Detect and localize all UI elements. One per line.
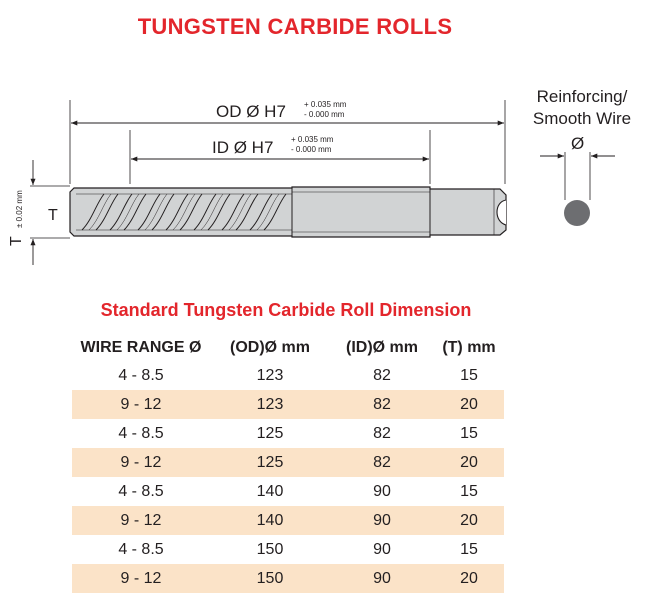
table-row — [72, 448, 504, 477]
cell-od: 125 — [210, 448, 330, 477]
cell-thickness: 15 — [460, 482, 478, 500]
cell-wire-range: 9 - 12 — [72, 564, 210, 593]
id-tolerance-minus: - 0.000 mm — [291, 145, 332, 154]
header-wire-range: WIRE RANGE Ø — [80, 339, 202, 356]
cell-od: 150 — [210, 564, 330, 593]
table-row — [72, 477, 504, 506]
od-label: OD Ø H7 — [216, 102, 286, 121]
wire-cross-section — [564, 200, 590, 226]
cell-thickness: 15 — [460, 366, 478, 384]
header-thickness: (T) mm — [442, 339, 496, 356]
cell-od: 125 — [256, 424, 284, 442]
cell-od: 140 — [210, 506, 330, 535]
table-header-row — [72, 335, 504, 361]
cell-id: 82 — [330, 448, 434, 477]
table-row — [72, 506, 504, 535]
cell-od: 140 — [256, 482, 284, 500]
cell-od: 123 — [256, 366, 284, 384]
cell-id: 82 — [373, 424, 391, 442]
header-id: (ID)Ø mm — [346, 339, 418, 356]
cell-od: 150 — [256, 540, 284, 558]
t-inner-label: T — [48, 207, 58, 224]
wire-label-line-2: Smooth Wire — [532, 109, 632, 128]
table-row — [72, 564, 504, 593]
dimension-table — [72, 335, 504, 593]
cell-wire-range: 4 - 8.5 — [118, 424, 164, 442]
od-tolerance-plus: + 0.035 mm — [304, 100, 347, 109]
cell-thickness: 20 — [434, 506, 504, 535]
cell-wire-range: 4 - 8.5 — [118, 482, 164, 500]
table-row — [72, 390, 504, 419]
cell-id: 90 — [373, 482, 391, 500]
cell-thickness: 20 — [434, 448, 504, 477]
wire-diameter-symbol: Ø — [571, 134, 585, 153]
cell-id: 82 — [330, 390, 434, 419]
page-title: TUNGSTEN CARBIDE ROLLS — [137, 14, 453, 39]
cell-wire-range: 9 - 12 — [72, 506, 210, 535]
cell-thickness: 20 — [434, 564, 504, 593]
t-outer-label: T — [8, 236, 25, 246]
id-tolerance-plus: + 0.035 mm — [291, 135, 334, 144]
cell-wire-range: 9 - 12 — [72, 390, 210, 419]
cell-wire-range: 4 - 8.5 — [118, 366, 164, 384]
wire-label-line-1: Reinforcing/ — [536, 87, 628, 106]
cell-thickness: 15 — [460, 424, 478, 442]
od-tolerance-minus: - 0.000 mm — [304, 110, 345, 119]
cell-wire-range: 9 - 12 — [72, 448, 210, 477]
cell-thickness: 20 — [434, 390, 504, 419]
table-row — [72, 361, 504, 390]
id-label: ID Ø H7 — [212, 138, 274, 157]
cell-id: 90 — [330, 506, 434, 535]
cell-thickness: 15 — [460, 540, 478, 558]
cell-wire-range: 4 - 8.5 — [118, 540, 164, 558]
wire-type-label — [512, 86, 650, 130]
cell-od: 123 — [210, 390, 330, 419]
cell-id: 82 — [373, 366, 391, 384]
table-title: Standard Tungsten Carbide Roll Dimension — [100, 300, 472, 320]
cell-id: 90 — [373, 540, 391, 558]
cell-id: 90 — [330, 564, 434, 593]
header-od: (OD)Ø mm — [230, 339, 310, 356]
t-tolerance: ± 0.02 mm — [15, 190, 24, 228]
table-row — [72, 419, 504, 448]
table-row — [72, 535, 504, 564]
